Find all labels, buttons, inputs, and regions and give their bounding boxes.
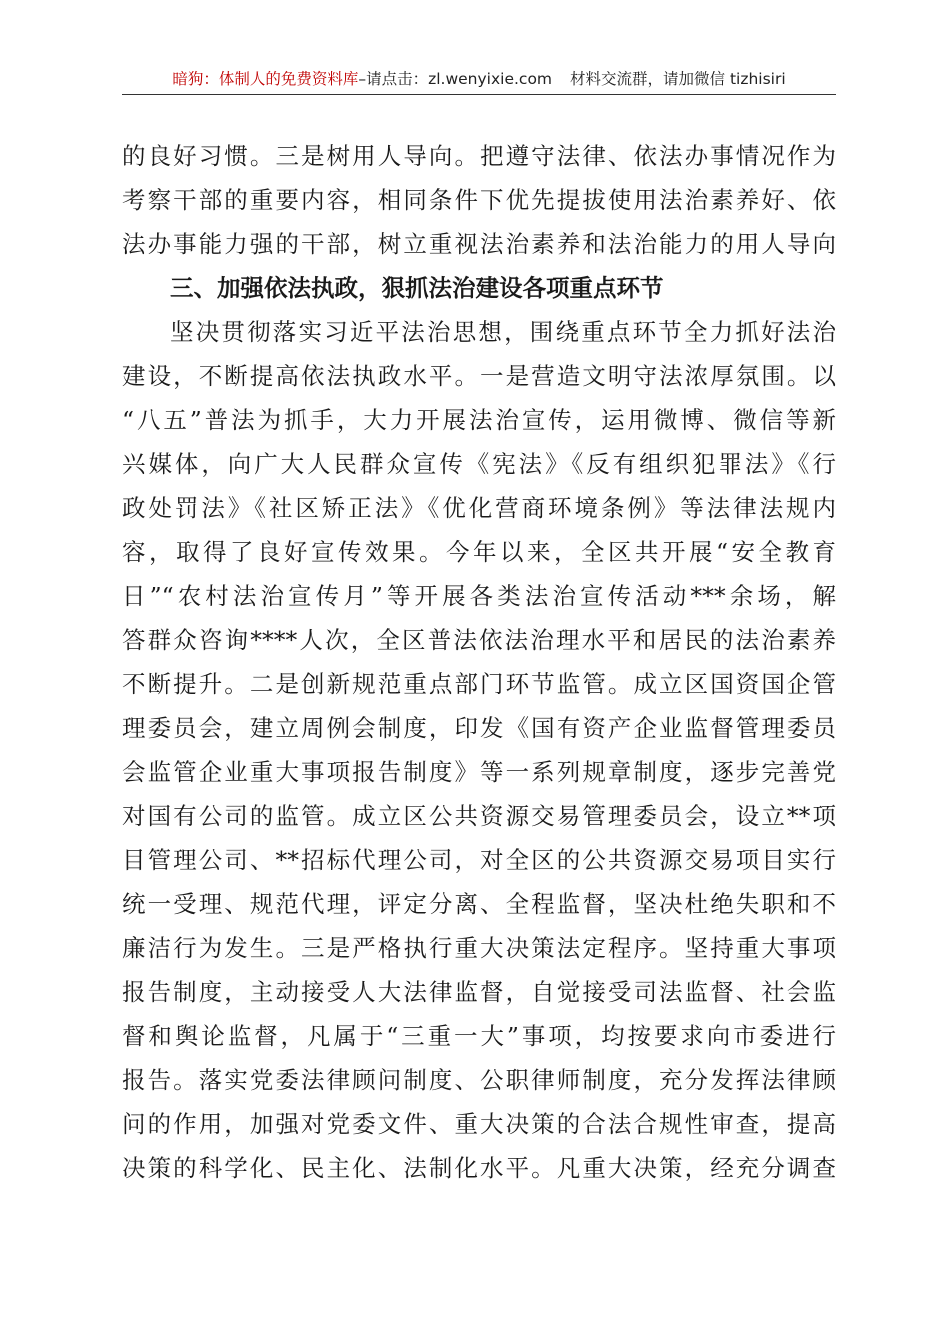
paragraph-line: 统一受理、规范代理，评定分离、全程监督，坚决杜绝失职和不 [122, 890, 836, 918]
paragraph-line: 容，取得了良好宣传效果。今年以来，全区共开展“安全教育 [122, 538, 836, 566]
paragraph-line: 对国有公司的监管。成立区公共资源交易管理委员会，设立**项 [122, 802, 836, 830]
paragraph-line: 兴媒体，向广大人民群众宣传《宪法》《反有组织犯罪法》《行 [122, 450, 836, 478]
paragraph-line: 答群众咨询****人次，全区普法依法治理水平和居民的法治素养 [122, 626, 836, 654]
paragraph-line: 法办事能力强的干部，树立重视法治素养和法治能力的用人导向 [122, 230, 836, 258]
paragraph-line: 报告制度，主动接受人大法律监督，自觉接受司法监督、社会监 [122, 978, 836, 1006]
paragraph-line: 目管理公司、**招标代理公司，对全区的公共资源交易项目实行 [122, 846, 836, 874]
header-brand: 暗狗：体制人的免费资料库 [172, 70, 359, 88]
paragraph-line: 廉洁行为发生。三是严格执行重大决策法定程序。坚持重大事项 [122, 934, 836, 962]
paragraph-line: 建设，不断提高依法执政水平。一是营造文明守法浓厚氛围。以 [122, 362, 836, 390]
page-header [122, 66, 836, 92]
paragraph-line: 督和舆论监督，凡属于“三重一大”事项，均按要求向市委进行 [122, 1022, 836, 1050]
paragraph-line: 日”“农村法治宣传月”等开展各类法治宣传活动***余场，解 [122, 582, 836, 610]
paragraph-line: 考察干部的重要内容，相同条件下优先提拔使用法治素养好、依 [122, 186, 836, 214]
paragraph-line: 报告。落实党委法律顾问制度、公职律师制度，充分发挥法律顾 [122, 1066, 836, 1094]
paragraph-line: 政处罚法》《社区矫正法》《优化营商环境条例》等法律法规内 [122, 494, 836, 522]
paragraph-line: 不断提升。二是创新规范重点部门环节监管。成立区国资国企管 [122, 670, 836, 698]
header-click-prompt: –请点击： [358, 70, 429, 88]
header-contact: 材料交流群，请加微信 tizhisiri [570, 70, 786, 88]
paragraph-line: 问的作用，加强对党委文件、重大决策的合法合规性审查，提高 [122, 1110, 836, 1138]
section-heading: 三、加强依法执政，狠抓法治建设各项重点环节 [170, 274, 664, 302]
header-divider [122, 94, 836, 95]
paragraph-line: 坚决贯彻落实习近平法治思想，围绕重点环节全力抓好法治 [170, 318, 836, 346]
paragraph-line: 的良好习惯。三是树用人导向。把遵守法律、依法办事情况作为 [122, 142, 836, 170]
paragraph-line: 决策的科学化、民主化、法制化水平。凡重大决策，经充分调查 [122, 1154, 836, 1182]
header-url-link[interactable]: zl.wenyixie.com [428, 70, 553, 88]
paragraph-line: “八五”普法为抓手，大力开展法治宣传，运用微博、微信等新 [122, 406, 836, 434]
paragraph-line: 会监管企业重大事项报告制度》等一系列规章制度，逐步完善党 [122, 758, 836, 786]
paragraph-line: 理委员会，建立周例会制度，印发《国有资产企业监督管理委员 [122, 714, 836, 742]
